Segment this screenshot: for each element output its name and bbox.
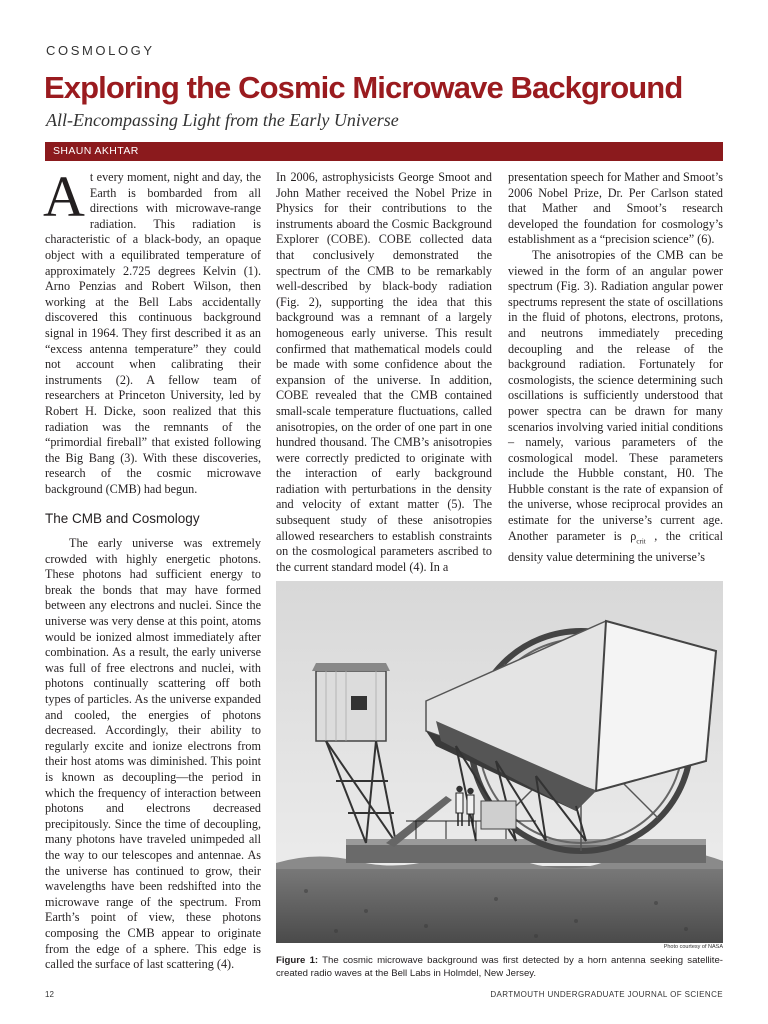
article-column-2	[276, 170, 492, 590]
figure-horn-antenna-photo	[276, 581, 723, 943]
horn-antenna-illustration	[276, 581, 723, 943]
photo-credit: Photo courtesy of NASA	[663, 944, 723, 950]
page-number: 12	[45, 990, 54, 999]
figure-caption	[276, 954, 723, 980]
rho-subscript: crit	[636, 537, 646, 546]
anisotropies-text: The anisotropies of the CMB can be viewed in the form of an angular power spectrum (Fig. 3). Radiation angular power spectrums represent the state of oscillations in the fluid of photons, electrons, protons, and neutrons immediately preceding decoupling and the release of the background radiation. Fortunately for cosmologists, the science determining such oscillations is sufficiently understood that power spectra can be drawn for many scenarios involving varied initial conditions – namely, various parameters of the cosmological model. These parameters include the Hubble constant, H0. The Hubble constant is the rate of expansion of the universe, whose reciprocal provides an estimate for the universe’s current age. Another parameter is ρ	[508, 247, 723, 543]
paragraph-cobe-continued	[276, 170, 492, 575]
figure-caption-text: The cosmic microwave background was first detected by a horn antenna seeking satellite-created radio waves at the Bell Labs in Holmdel, New Jersey.	[276, 955, 724, 979]
paragraph-cobe-end	[508, 170, 723, 248]
author-bar	[45, 142, 723, 161]
article-title: Exploring the Cosmic Microwave Background	[44, 70, 683, 105]
anisotropies-text-end: , the critical density value determining the universe’s	[508, 528, 723, 564]
author-name: SHAUN AKHTAR	[53, 145, 139, 157]
section-heading: The CMB and Cosmology	[45, 511, 200, 527]
figure-caption-label: Figure 1:	[276, 955, 319, 966]
paragraph-anisotropies	[508, 248, 723, 565]
drop-cap: A	[43, 164, 85, 229]
cobe-end-text: presentation speech for Mather and Smoot’s 2006 Nobel Prize, Dr. Per Carlson stated that Mather and Smoot’s research developed the foundation for cosmology’s establishment as a “precision science” (6).	[508, 170, 723, 247]
cobe-continued-text: In 2006, astrophysicists George Smoot and John Mather received the Nobel Prize in Physics for their contributions to the instruments aboard the Cosmic Background Explorer (COBE). COBE collected data that conclusively demonstrated the spectrum of the CMB to be remarkably well-described by black-body radiation (Fig. 2), supporting the idea that this background was a remnant of a largely homogeneous early universe. This result confirmed that mathematical models could be made with some confidence about the expansion of the universe. In addition, COBE revealed that the CMB contained small-scale temperature fluctuations, called anisotropies, on the order of one part in one hundred thousand. The CMB’s anisotropies were correctly predicted to originate with the interaction of early background radiation with perturbations in the density and velocity of extant matter (5). The subsequent study of these anisotropies allowed researchers to establish constraints on the cosmological parameters ascribed to the current standard model (4). In a	[276, 170, 492, 574]
paragraph-intro	[43, 164, 261, 497]
journal-name: DARTMOUTH UNDERGRADUATE JOURNAL OF SCIENCE	[490, 990, 723, 999]
intro-text: t every moment, night and day, the Earth is bombarded from all directions with microwave-range radiation. This radiation is characteristic of a black-body, an opaque object with a equilibrated temperature of approximately 2.725 degrees Kelvin (1). Arno Penzias and Robert Wilson, then working at the Bell Labs accidentally discovered this continuous background signal in 1964. They first described it as an “excess antenna temperature” they could not account when calibrating their instruments (2). A fellow team of researchers at Princeton University, led by Robert H. Dicke, soon realized that this radiation was the remnants of the “primordial fireball” that existed following the Big Bang (3). With these discoveries, research of the cosmic microwave background (CMB) had begun.	[45, 170, 261, 496]
paragraph-early-universe: The early universe was extremely crowded with highly energetic photons. These photons had sufficient energy to break the bonds that may have formed between any electrons and nuclei. Since the universe was very dense at this point, atoms would be ionized almost immediately after combination. As a result, the early universe was full of free electrons and nuclei, with photons continually scattering off both types of particles. As the universe expanded and cooled, the energies of photons decreased. Accordingly, their ability to regularly excite and ionize electrons from their host atoms was diminished. This point is known as decoupling—the period in which the frequency of interaction between photons and electrons decreased precipitously. Since the time of decoupling, many photons have traveled unimpeded all the way to our telescopes and antennae. As the universe has continued to grow, their wavelengths have been redshifted into the microwave range of the spectrum. From Earth’s point of view, these photons composing the CMB appear to originate from the edge of a sphere. This edge is called the surface of last scattering (4).	[45, 536, 261, 972]
article-column-3	[508, 170, 723, 590]
section-label: COSMOLOGY	[46, 43, 155, 58]
article-subtitle: All-Encompassing Light from the Early Universe	[46, 110, 399, 130]
article-column-1	[43, 164, 261, 972]
